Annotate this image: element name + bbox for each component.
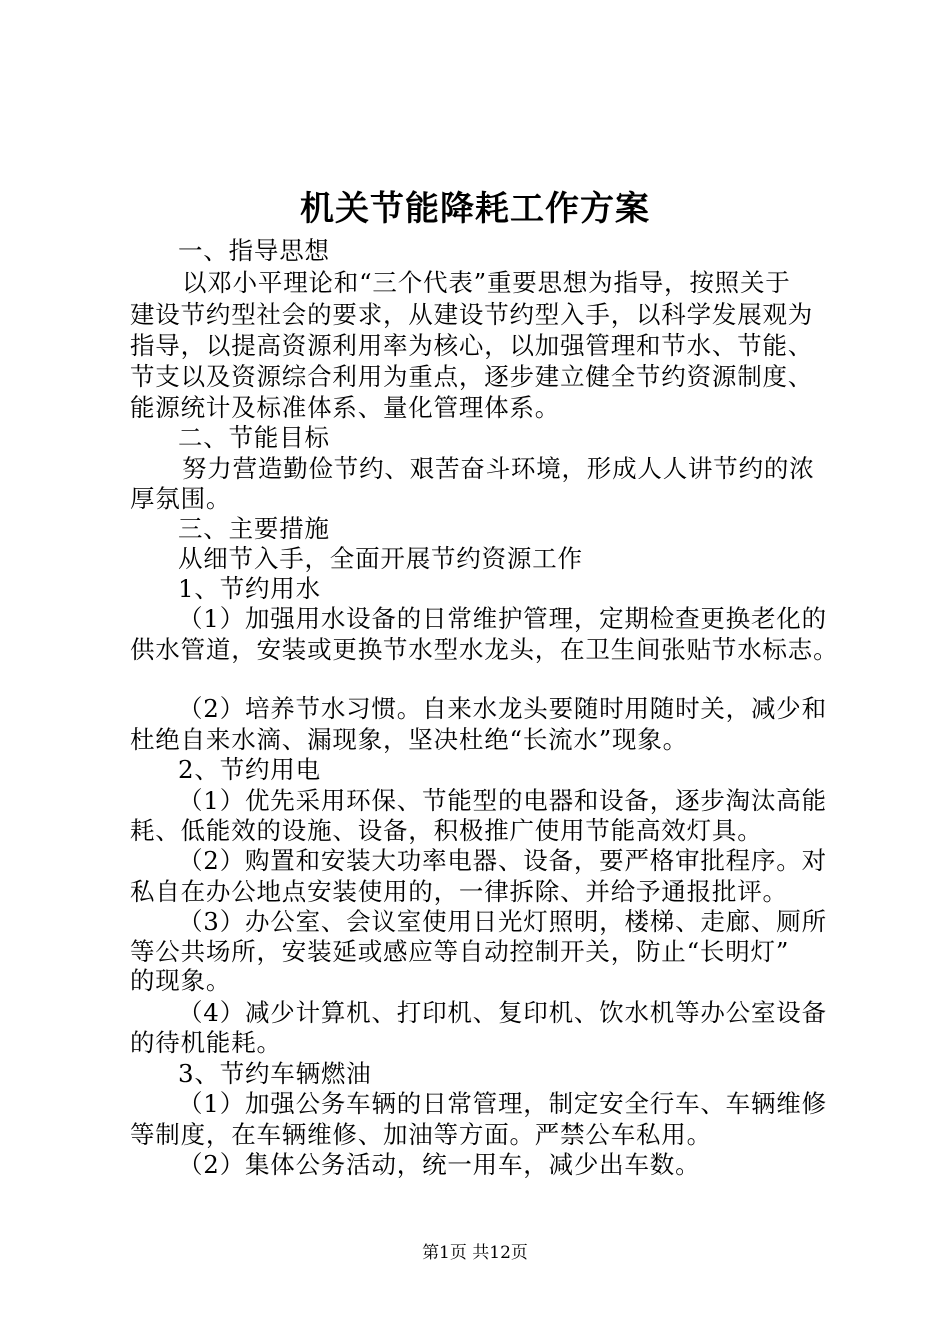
paragraph-line: （4）减少计算机、打印机、复印机、饮水机等办公室设备 — [178, 998, 827, 1027]
paragraph-line: 的待机能耗。 — [130, 1028, 282, 1057]
heading-main-measures: 三、主要措施 — [178, 514, 330, 543]
paragraph-line: 耗、低能效的设施、设备，积极推广使用节能高效灯具。 — [130, 816, 763, 845]
paragraph-line: 供水管道，安装或更换节水型水龙头，在卫生间张贴节水标志。 — [130, 635, 839, 664]
heading-energy-goal: 二、节能目标 — [178, 423, 330, 452]
paragraph-line: （2）集体公务活动，统一用车，减少出车数。 — [178, 1150, 701, 1179]
paragraph-line: 等制度，在车辆维修、加油等方面。严禁公车私用。 — [130, 1120, 712, 1149]
paragraph-line: （2）购置和安装大功率电器、设备，要严格审批程序。对 — [178, 846, 827, 875]
paragraph-line: （2）培养节水习惯。自来水龙头要随时用随时关，减少和 — [178, 694, 827, 723]
paragraph-line: 私自在办公地点安装使用的，一律拆除、并给予通报批评。 — [130, 877, 788, 906]
paragraph-line: （1）加强用水设备的日常维护管理，定期检查更换老化的 — [178, 604, 827, 633]
paragraph-line: （1）加强公务车辆的日常管理，制定安全行车、车辆维修 — [178, 1089, 827, 1118]
paragraph-line: （3）办公室、会议室使用日光灯照明，楼梯、走廊、厕所 — [178, 907, 827, 936]
paragraph-line: 的现象。 — [130, 966, 232, 995]
paragraph-line: 建设节约型社会的要求，从建设节约型入手，以科学发展观为 — [130, 300, 814, 329]
paragraph-line: 从细节入手，全面开展节约资源工作 — [178, 544, 583, 573]
paragraph-line: 以邓小平理论和“三个代表”重要思想为指导，按照关于 — [182, 268, 791, 297]
paragraph-line: 等公共场所，安装延或感应等自动控制开关，防止“长明灯” — [130, 937, 790, 966]
paragraph-line: 杜绝自来水滴、漏现象，坚决杜绝“长流水”现象。 — [130, 725, 688, 754]
document-title: 机关节能降耗工作方案 — [300, 189, 650, 229]
paragraph-line: 努力营造勤俭节约、艰苦奋斗环境，形成人人讲节约的浓 — [182, 454, 815, 483]
paragraph-line: 厚氛围。 — [130, 484, 232, 513]
heading-guiding-thought: 一、指导思想 — [178, 236, 330, 265]
paragraph-line: 指导，以提高资源利用率为核心，以加强管理和节水、节能、 — [130, 331, 814, 360]
subheading-save-water: 1、节约用水 — [178, 574, 321, 603]
paragraph-line: 节支以及资源综合利用为重点，逐步建立健全节约资源制度、 — [130, 362, 814, 391]
page-footer: 第1页 共12页 — [422, 1243, 528, 1263]
subheading-save-electricity: 2、节约用电 — [178, 755, 321, 784]
paragraph-line: （1）优先采用环保、节能型的电器和设备，逐步淘汰高能 — [178, 786, 827, 815]
subheading-save-fuel: 3、节约车辆燃油 — [178, 1059, 372, 1088]
paragraph-line: 能源统计及标准体系、量化管理体系。 — [130, 393, 561, 422]
